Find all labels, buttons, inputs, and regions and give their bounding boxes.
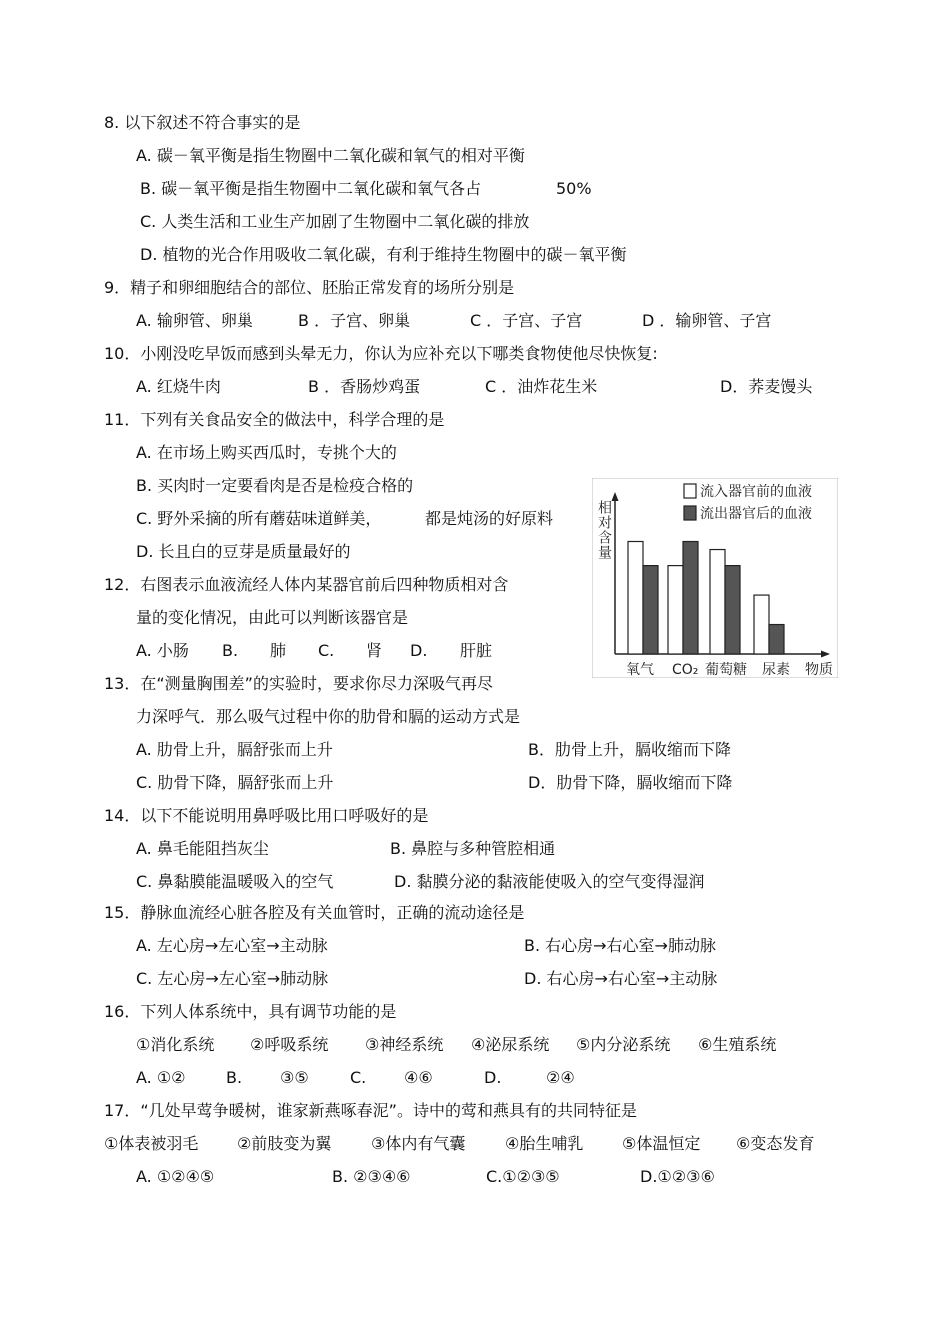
q14-option-d: D. 黏膜分泌的黏液能使吸入的空气变得湿润: [394, 872, 705, 891]
q17-item-3: ③体内有气囊: [371, 1134, 466, 1153]
bar-after-3: [725, 566, 740, 654]
q10-option-b: B ．香肠炒鸡蛋: [308, 377, 421, 396]
legend-swatch-1: [684, 484, 696, 498]
q15-option-d: D. 右心房→右心室→主动脉: [524, 969, 718, 988]
x-tick-label-4: 尿素: [762, 662, 790, 678]
q17-item-5: ⑤体温恒定: [622, 1134, 701, 1153]
q9-option-c: C ．子宫、子宫: [470, 311, 583, 330]
q17-option-c: C.①②③⑤: [486, 1167, 560, 1186]
q10-option-a: A. 红烧牛肉: [136, 377, 221, 396]
q12-option-c-text: 肾: [366, 641, 383, 660]
q8-option-d: D. 植物的光合作用吸收二氧化碳，有利于维持生物圈中的碳－氧平衡: [140, 245, 627, 264]
q16-item-3: ③神经系统: [365, 1035, 444, 1054]
q11-option-c-tail: 都是炖汤的好原料: [425, 509, 554, 528]
q16-stem: 16．下列人体系统中，具有调节功能的是: [104, 1002, 397, 1021]
q16-option-c-text: ④⑥: [404, 1068, 433, 1087]
q17-item-2: ②前肢变为翼: [237, 1134, 332, 1153]
q13-option-d: D．肋骨下降，膈收缩而下降: [528, 773, 733, 792]
q17-stem: 17．“几处早莺争暖树，谁家新燕啄春泥”。诗中的莺和燕具有的共同特征是: [104, 1101, 637, 1120]
q17-option-d: D.①②③⑥: [640, 1167, 715, 1186]
q16-option-a: A. ①②: [136, 1068, 186, 1087]
q9-option-a: A. 输卵管、卵巢: [136, 311, 253, 330]
q12-option-b-text: 肺: [270, 641, 287, 660]
q8-stem: 8. 以下叙述不符合事实的是: [104, 113, 301, 132]
q10-option-d: D．荞麦馒头: [720, 377, 813, 396]
bar-chart-svg: [592, 478, 838, 678]
q14-option-c: C. 鼻黏膜能温暖吸入的空气: [136, 872, 334, 891]
q14-option-a: A. 鼻毛能阻挡灰尘: [136, 839, 269, 858]
q16-item-5: ⑤内分泌系统: [576, 1035, 671, 1054]
bar-after-4: [769, 625, 784, 654]
q11-option-d: D. 长且白的豆芽是质量最好的: [136, 542, 351, 561]
q9-stem: 9．精子和卵细胞结合的部位、胚胎正常发育的场所分别是: [104, 278, 515, 297]
q15-option-c: C. 左心房→左心室→肺动脉: [136, 969, 329, 988]
q12-option-b-letter: B.: [222, 641, 239, 660]
q16-option-d-text: ②④: [546, 1068, 575, 1087]
q9-option-d: D ．输卵管、子宫: [642, 311, 772, 330]
q11-stem: 11．下列有关食品安全的做法中，科学合理的是: [104, 410, 445, 429]
q12-stem-line1: 12．右图表示血液流经人体内某器官前后四种物质相对含: [104, 575, 509, 594]
q14-stem: 14．以下不能说明用鼻呼吸比用口呼吸好的是: [104, 806, 429, 825]
q15-stem: 15．静脉血流经心脏各腔及有关血管时，正确的流动途径是: [104, 903, 525, 922]
q13-stem-line2: 力深呼气．那么吸气过程中你的肋骨和膈的运动方式是: [136, 707, 521, 726]
q16-option-d-letter: D.: [484, 1068, 502, 1087]
q12-bar-chart: [592, 478, 838, 678]
q12-option-a: A. 小肠: [136, 641, 189, 660]
q17-option-a: A. ①②④⑤: [136, 1167, 215, 1186]
q16-item-2: ②呼吸系统: [250, 1035, 329, 1054]
q17-item-4: ④胎生哺乳: [505, 1134, 584, 1153]
q13-option-b: B．肋骨上升，膈收缩而下降: [528, 740, 731, 759]
legend-label-2: 流出器官后的血液: [700, 506, 812, 522]
x-axis-label: 物质: [805, 662, 833, 678]
q13-stem-line1: 13．在“测量胸围差”的实验时，要求你尽力深吸气再尽: [104, 674, 493, 693]
q17-item-6: ⑥变态发育: [736, 1134, 815, 1153]
legend-label-1: 流入器官前的血液: [700, 484, 812, 500]
q16-option-b-text: ③⑤: [280, 1068, 309, 1087]
q8-option-c: C. 人类生活和工业生产加剧了生物圈中二氧化碳的排放: [140, 212, 530, 231]
q16-option-c-letter: C.: [350, 1068, 367, 1087]
bar-after-2: [683, 542, 698, 655]
q13-option-a: A. 肋骨上升，膈舒张而上升: [136, 740, 333, 759]
q12-option-d-letter: D.: [410, 641, 428, 660]
q16-item-4: ④泌尿系统: [471, 1035, 550, 1054]
bar-before-3: [710, 550, 725, 654]
q16-item-6: ⑥生殖系统: [698, 1035, 777, 1054]
q12-option-d-text: 肝脏: [460, 641, 493, 660]
q16-option-b-letter: B.: [226, 1068, 243, 1087]
bar-before-1: [628, 542, 643, 655]
q16-item-1: ①消化系统: [136, 1035, 215, 1054]
q8-option-b-percent: 50%: [556, 179, 592, 198]
x-tick-label-1: 氧气: [626, 662, 654, 678]
q15-option-b: B. 右心房→右心室→肺动脉: [524, 936, 716, 955]
q12-option-c-letter: C.: [318, 641, 335, 660]
q10-stem: 10．小刚没吃早饭而感到头晕无力，你认为应补充以下哪类食物使他尽快恢复:: [104, 344, 658, 363]
q15-option-a: A. 左心房→左心室→主动脉: [136, 936, 328, 955]
q9-option-b: B ．子宫、卵巢: [298, 311, 411, 330]
q12-stem-line2: 量的变化情况，由此可以判断该器官是: [136, 608, 409, 627]
x-tick-label-2: CO₂: [672, 662, 699, 678]
q8-option-a: A. 碳－氧平衡是指生物圈中二氧化碳和氧气的相对平衡: [136, 146, 525, 165]
bar-before-2: [668, 566, 683, 654]
legend-swatch-2: [684, 506, 696, 520]
q8-option-b: B. 碳－氧平衡是指生物圈中二氧化碳和氧气各占: [140, 179, 482, 198]
q11-option-c: C. 野外采摘的所有蘑菇味道鲜美，: [136, 509, 382, 528]
q11-option-b: B. 买肉时一定要看肉是否是检疫合格的: [136, 476, 414, 495]
q14-option-b: B. 鼻腔与多种管腔相通: [390, 839, 556, 858]
q11-option-a: A. 在市场上购买西瓜时，专挑个大的: [136, 443, 397, 462]
bar-after-1: [643, 566, 658, 654]
bar-before-4: [754, 595, 769, 654]
x-tick-label-3: 葡萄糖: [705, 662, 747, 678]
q10-option-c: C ．油炸花生米: [485, 377, 598, 396]
q13-option-c: C. 肋骨下降，膈舒张而上升: [136, 773, 334, 792]
y-axis-label: 相对含量: [596, 500, 612, 560]
q17-option-b: B. ②③④⑥: [332, 1167, 411, 1186]
q17-item-1: ①体表被羽毛: [104, 1134, 199, 1153]
